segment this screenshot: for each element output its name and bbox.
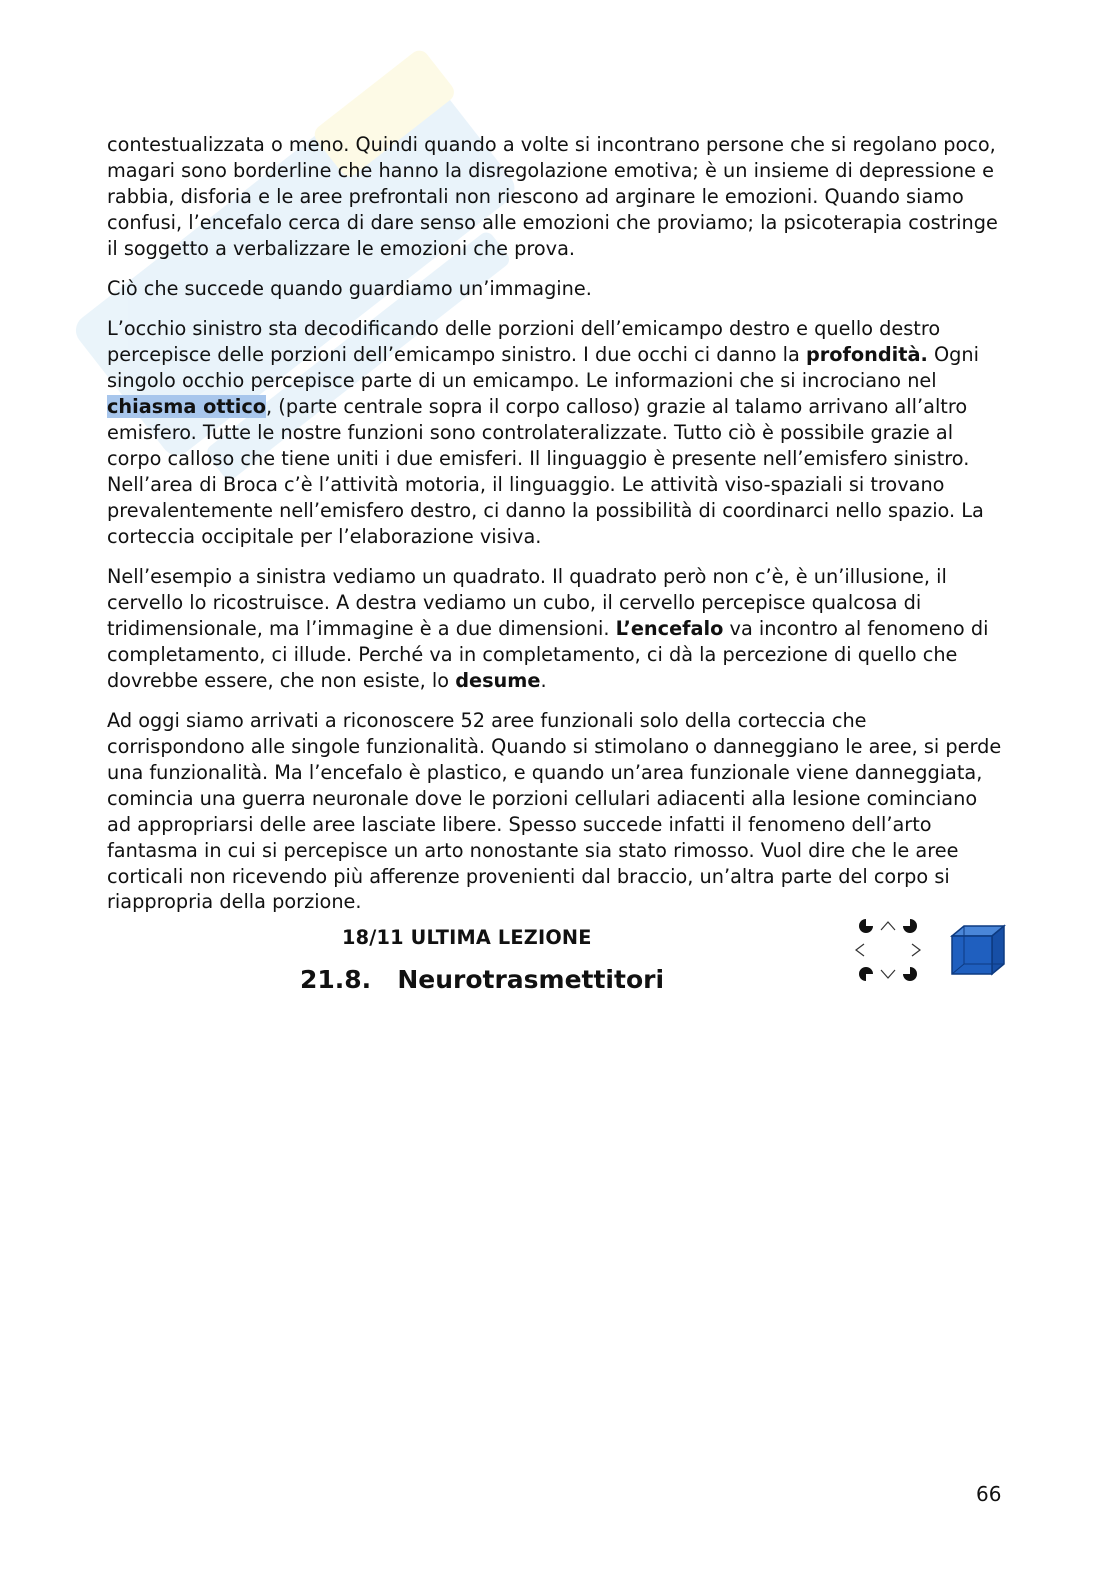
section-number: 21.8. [300, 965, 372, 994]
paragraph-completion [107, 564, 1002, 694]
paragraph-text: , (parte centrale sopra il corpo calloso) grazie al talamo arrivano all’altro emisfero. Tutte le nostre funzioni sono controlateralizzate. Tutto ciò è possibile grazie al corpo calloso che tiene uniti i due emisferi. Il linguaggio è presente nell’emisfero sinistro. Nell’area di Broca c’è l’attività motoria, il linguaggio. Le attività viso-spaziali si trovano prevalentemente nell’emisfero destro, ci danno la possibilità di coordinarci nello spazio. La corteccia occipitale per l’elaborazione visiva. [107, 395, 984, 548]
paragraph-vision [107, 316, 1002, 549]
paragraph-text: . [540, 668, 547, 692]
paragraph-functional-areas [107, 708, 1002, 915]
section-title: Neurotrasmettitori [397, 965, 665, 994]
cube-icon [950, 924, 1006, 976]
paragraph-text: contestualizzata o meno. Quindi quando a volte si incontrano persone che si regolano poco, magari sono borderline che hanno la disregolazione emotiva; è un insieme di depressione e rabbia, disforia e le aree prefrontali non riescono ad arginare le emozioni. Quando siamo confusi, l’encefalo cerca di dare senso alle emozioni che proviamo; la psicoterapia costringe il soggetto a verbalizzare le emozioni che prova. [107, 133, 998, 260]
kanizsa-square-illusion-icon [852, 918, 924, 984]
section-heading [300, 965, 664, 994]
paragraph-text: Nell’esempio a sinistra vediamo un quadrato. Il quadrato però non c’è, è un’illusione, il cervello lo ricostruisce. A destra vediamo un cubo, il cervello percepisce qualcosa di tridimensionale, ma l’immagine è a due dimensioni. [107, 565, 947, 640]
bold-term-profondita: profondità. [805, 343, 928, 367]
paragraph-text: L’occhio sinistro sta decodificando delle porzioni dell’emicampo destro e quello destro percepisce delle porzioni dell’emicampo sinistro. I due occhi ci danno la [107, 317, 941, 367]
highlighted-term-chiasma-ottico: chiasma ottico [107, 395, 267, 419]
paragraph-text: va incontro al fenomeno di completamento, ci illude. Perché va in completamento, ci dà la percezione di quello che dovrebbe essere, che non esiste, lo [107, 616, 989, 692]
paragraph-text: Ad oggi siamo arrivati a riconoscere 52 aree funzionali solo della corteccia che corrispondono alle singole funzionalità. Quando si stimolano o danneggiano le aree, si perde una funzionalità. Ma l’encefalo è plastico, e quando un’area funzionale viene danneggiata, comincia una guerra neuronale dove le porzioni cellulari adiacenti alla lesione cominciano ad appropriarsi delle aree lasciate libere. Spesso succede infatti il fenomeno dell’arto fantasma in cui si percepisce un arto nonostante sia stato rimosso. Vuol dire che le aree corticali non ricevendo più afferenze provenienti dal braccio, un’altra parte del corpo si riappropria della porzione. [107, 709, 1002, 914]
paragraph-text: Ciò che succede quando guardiamo un’immagine. [107, 277, 592, 301]
paragraph-image-intro [107, 276, 1002, 302]
bold-term-desume: desume [455, 668, 541, 692]
document-body [107, 132, 1002, 930]
paragraph-emotions [107, 132, 1002, 262]
lesson-title: 18/11 ULTIMA LEZIONE [342, 926, 592, 949]
paragraph-text: Ogni singolo occhio percepisce parte di un emicampo. Le informazioni che si incrociano nel [107, 343, 979, 393]
bold-term-encefalo: L’encefalo [615, 616, 724, 640]
page-number: 66 [976, 1482, 1002, 1506]
